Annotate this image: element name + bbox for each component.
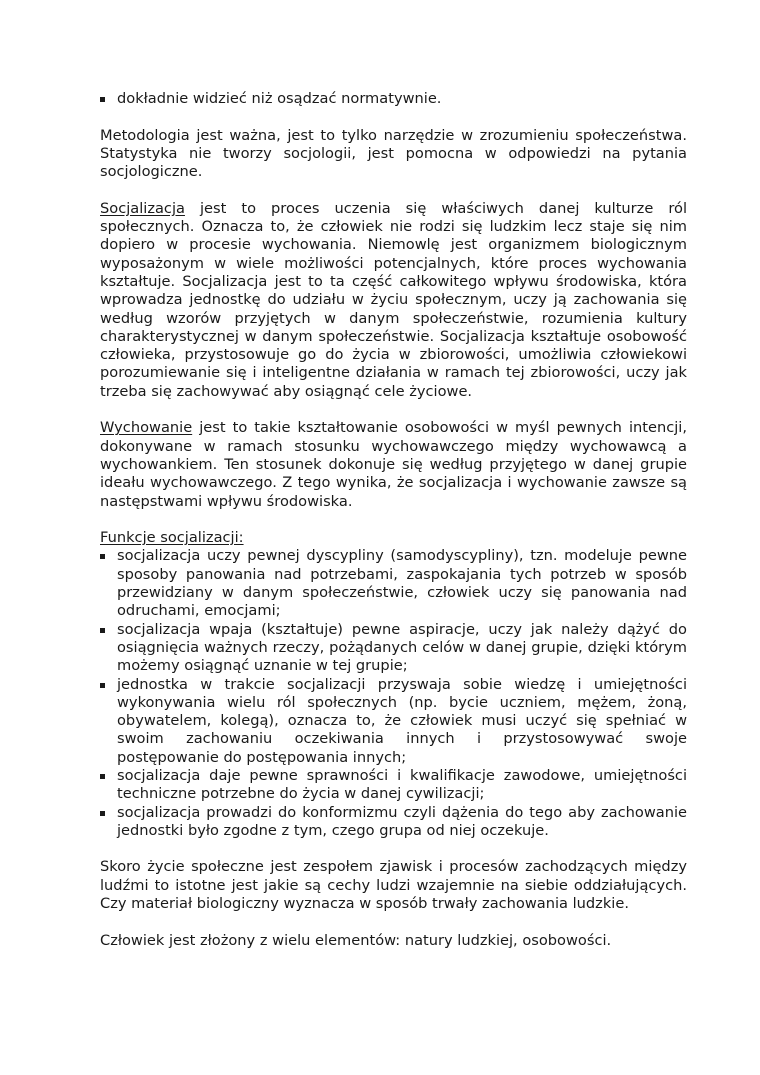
- term-wychowanie: Wychowanie: [100, 419, 193, 437]
- list-item-text: socjalizacja uczy pewnej dyscypliny (samodyscypliny), tzn. modeluje pewne sposoby panowania nad potrzebami, zaspokajania tych potrzeb w sposób przewidziany w danym społeczeństwie, człowiek uczy się panowania nad odruchami, emocjami;: [117, 547, 687, 620]
- paragraph-metodologia: Metodologia jest ważna, jest to tylko narzędzie w zrozumieniu społeczeństwa. Statystyka nie tworzy socjologii, jest pomocna w odpowiedzi na pytania socjologiczne.: [100, 126, 687, 181]
- funkcje-heading: [100, 529, 687, 547]
- square-bullet-icon: [100, 774, 105, 779]
- square-bullet-icon: [100, 628, 105, 633]
- square-bullet-icon: [100, 554, 105, 559]
- list-item: [100, 676, 687, 767]
- list-item: [100, 90, 687, 108]
- list-item: [100, 621, 687, 676]
- paragraph-czlowiek: Człowiek jest złożony z wielu elementów: natury ludzkiej, osobowości.: [100, 931, 612, 949]
- paragraph-socjalizacja: [100, 200, 687, 401]
- list-item: [100, 767, 687, 804]
- socjalizacja-definition: jest to proces uczenia się właściwych danej kulturze ról społecznych. Oznacza to, że człowiek nie rodzi się ludzkim lecz staje się nim dopiero w procesie wychowania. Niemowlę jest organizmem biologicznym wyposażonym w wiele możliwości potencjalnych, które proces wychowania kształtuje. Socjalizacja jest to ta część całkowitego wpływu środowiska, która wprowadza jednostkę do udziału w życiu społecznym, uczy ją zachowania się według wzorów przyjętych w danym społeczeństwie, rozumienia kultury charakterystycznej w danym społeczeństwie. Socjalizacja kształtuje osobowość człowieka, przystosowuje go do życia w zbiorowości, umożliwia człowiekowi porozumiewanie się i inteligentne działania w ramach tej zbiorowości, uczy jak trzeba się zachowywać aby osiągnąć cele życiowe.: [100, 199, 687, 400]
- square-bullet-icon: [100, 97, 105, 102]
- list-item-text: socjalizacja wpaja (kształtuje) pewne aspiracje, uczy jak należy dążyć do osiągnięcia ważnych rzeczy, pożądanych celów w danej grupie, dzięki którym możemy osiągnąć uznanie w tej grupie;: [117, 620, 687, 675]
- term-socjalizacja: Socjalizacja: [100, 199, 185, 217]
- square-bullet-icon: [100, 811, 105, 816]
- paragraph-skoro: Skoro życie społeczne jest zespołem zjawisk i procesów zachodzących między ludźmi to istotne jest jakie są cechy ludzi wzajemnie na siebie oddziałujących. Czy materiał biologiczny wyznacza w sposób trwały zachowania ludzkie.: [100, 858, 687, 913]
- list-item-text: socjalizacja prowadzi do konformizmu czyli dążenia do tego aby zachowanie jednostki było zgodne z tym, czego grupa od niej oczekuje.: [117, 803, 687, 839]
- list-item: [100, 547, 687, 620]
- list-item: [100, 804, 687, 841]
- intro-list: [100, 90, 687, 108]
- funkcje-list: [100, 547, 687, 840]
- list-item-text: dokładnie widzieć niż osądzać normatywnie.: [117, 90, 442, 107]
- funkcje-heading-text: Funkcje socjalizacji:: [100, 529, 244, 547]
- list-item-text: socjalizacja daje pewne sprawności i kwalifikacje zawodowe, umiejętności techniczne potrzebne do życia w danej cywilizacji;: [117, 766, 687, 803]
- square-bullet-icon: [100, 683, 105, 688]
- list-item-text: jednostka w trakcie socjalizacji przyswaja sobie wiedzę i umiejętności wykonywania wielu ról społecznych (np. bycie uczniem, mężem, żoną, obywatelem, kolegą), oznacza to, że człowiek musi uczyć się spełniać w swoim zachowaniu oczekiwania innych i przystosowywać swoje postępowanie do postępowania innych;: [117, 675, 687, 766]
- paragraph-wychowanie: [100, 419, 687, 510]
- document-page: [100, 90, 687, 968]
- wychowanie-definition: jest to takie kształtowanie osobowości w myśl pewnych intencji, dokonywane w ramach stosunku wychowawczego między wychowawcą a wychowankiem. Ten stosunek dokonuje się według przyjętego w danej grupie ideału wychowawczego. Z tego wynika, że socjalizacja i wychowanie zawsze są następstwami wpływu środowiska.: [100, 419, 687, 510]
